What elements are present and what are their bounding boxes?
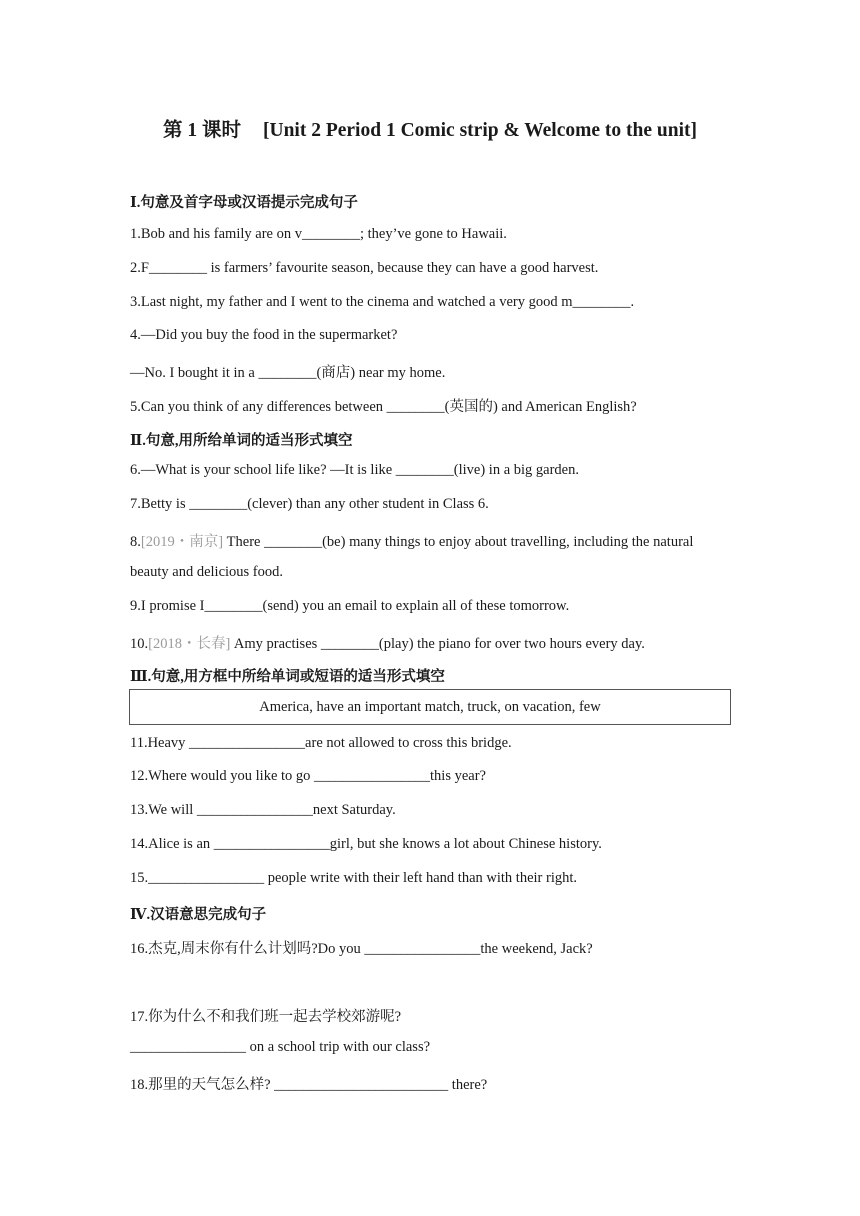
- question-16: 16.杰克,周末你有什么计划吗?Do you ________________the weekend, Jack?: [130, 941, 593, 957]
- question-10-source: [2018・长春]: [148, 636, 231, 652]
- unit-label: [Unit 2 Period 1 Comic strip & Welcome to the unit]: [263, 120, 697, 141]
- question-15: 15.________________ people write with their left hand than with their right.: [130, 870, 578, 886]
- question-11: 11.Heavy ________________are not allowed to cross this bridge.: [130, 735, 512, 751]
- question-14: 14.Alice is an ________________girl, but she knows a lot about Chinese history.: [130, 836, 602, 852]
- question-13: 13.We will ________________next Saturday.: [130, 802, 396, 818]
- question-8-text: There ________(be) many things to enjoy about travelling, including the natural: [223, 534, 694, 550]
- question-17-line-2: ________________ on a school trip with our class?: [130, 1039, 431, 1055]
- question-3: 3.Last night, my father and I went to the cinema and watched a very good m________.: [130, 294, 635, 310]
- section-2-heading: Ⅱ.句意,用所给单词的适当形式填空: [130, 433, 353, 449]
- question-18: 18.那里的天气怎么样? ________________________ there?: [130, 1077, 488, 1093]
- section-1-heading: Ⅰ.句意及首字母或汉语提示完成句子: [130, 195, 358, 211]
- word-box: [129, 689, 731, 725]
- question-8-line-2: beauty and delicious food.: [130, 564, 284, 580]
- question-8-line-1: [130, 530, 693, 551]
- question-8-source: [2019・南京]: [140, 534, 224, 550]
- question-6: 6.—What is your school life like? —It is like ________(live) in a big garden.: [130, 462, 579, 478]
- lesson-label: 第 1 课时: [162, 120, 241, 141]
- question-4-line-1: 4.—Did you buy the food in the supermarket?: [130, 327, 398, 343]
- question-17-line-1: 17.你为什么不和我们班一起去学校郊游呢?: [130, 1009, 402, 1025]
- question-10-number: 10.: [130, 636, 149, 652]
- section-3-heading: Ⅲ.句意,用方框中所给单词或短语的适当形式填空: [130, 669, 445, 685]
- page-title: [0, 114, 860, 142]
- question-10-text: Amy practises ________(play) the piano for over two hours every day.: [230, 636, 645, 652]
- question-9: 9.I promise I________(send) you an email to explain all of these tomorrow.: [130, 598, 570, 614]
- question-5: 5.Can you think of any differences between ________(英国的) and American English?: [130, 399, 637, 415]
- question-8-number: 8.: [130, 534, 141, 550]
- question-10: [130, 632, 645, 653]
- section-4-heading: Ⅳ.汉语意思完成句子: [130, 907, 267, 923]
- question-2: 2.F________ is farmers’ favourite season, because they can have a good harvest.: [130, 260, 599, 276]
- word-box-text: America, have an important match, truck, on vacation, few: [259, 698, 601, 715]
- question-12: 12.Where would you like to go ________________this year?: [130, 768, 486, 784]
- question-4-line-2: —No. I bought it in a ________(商店) near my home.: [130, 365, 446, 381]
- question-7: 7.Betty is ________(clever) than any other student in Class 6.: [130, 496, 489, 512]
- question-1: 1.Bob and his family are on v________; they’ve gone to Hawaii.: [130, 226, 507, 242]
